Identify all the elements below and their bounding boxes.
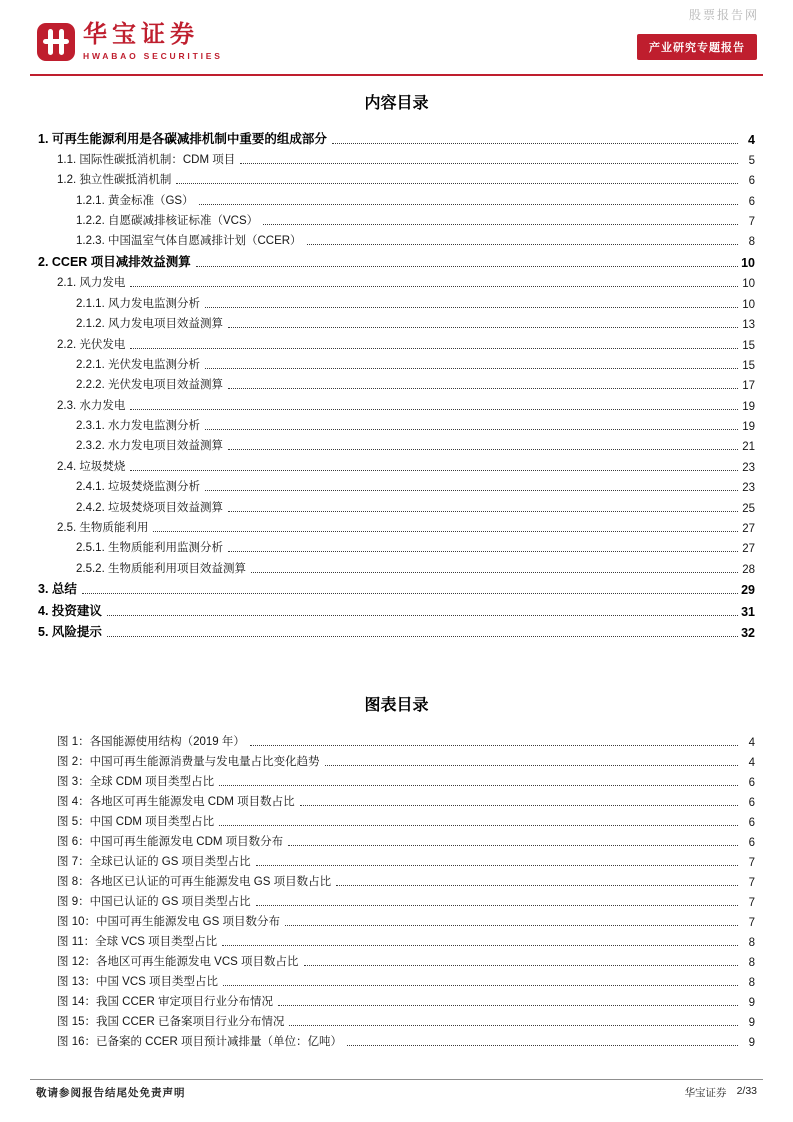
- dotted-leader: [228, 388, 738, 389]
- dotted-leader: [205, 307, 738, 308]
- dotted-leader: [325, 765, 738, 766]
- toc-entry: [38, 453, 755, 473]
- dotted-leader: [205, 368, 738, 369]
- toc-entry: [38, 331, 755, 351]
- dotted-leader: [223, 985, 738, 986]
- toc-entry-label: 2.5. 生物质能利用: [57, 522, 149, 535]
- figure-entry-page: 4: [748, 737, 755, 750]
- toc-entry-page: 28: [742, 563, 755, 576]
- figure-entry-page: 7: [748, 897, 755, 910]
- figure-entry-label: 图 13：中国 VCS 项目类型占比: [57, 976, 219, 989]
- dotted-leader: [228, 511, 738, 512]
- toc-entry-page: 7: [748, 216, 755, 229]
- dotted-leader: [263, 224, 738, 225]
- toc-title: 内容目录: [364, 95, 429, 112]
- brand-logo-group: [36, 22, 223, 62]
- dotted-leader: [130, 286, 738, 287]
- figure-entry-label: 图 9：中国已认证的 GS 项目类型占比: [57, 896, 251, 909]
- toc-entry-page: 6: [748, 175, 755, 188]
- dotted-leader: [251, 572, 738, 573]
- hwabao-logo-icon: [36, 22, 76, 62]
- dotted-leader: [288, 845, 738, 846]
- toc-entry-label: 2.2.1. 光伏发电监测分析: [76, 358, 200, 371]
- dotted-leader: [228, 551, 738, 552]
- toc-entry-label: 5. 风险提示: [38, 625, 102, 640]
- toc-entry-page: 13: [742, 319, 755, 332]
- dotted-leader: [307, 244, 738, 245]
- dotted-leader: [228, 327, 738, 328]
- toc-entry-page: 25: [742, 502, 755, 515]
- dotted-leader: [153, 531, 738, 532]
- toc-entry-label: 4. 投资建议: [38, 603, 102, 618]
- figure-entry: [38, 809, 755, 829]
- dotted-leader: [347, 1045, 738, 1046]
- toc-entry: [38, 125, 755, 147]
- dotted-leader: [130, 348, 738, 349]
- figure-entry: [38, 989, 755, 1009]
- toc-entry: [38, 372, 755, 392]
- toc-entry: [38, 413, 755, 433]
- figure-entry: [38, 729, 755, 749]
- toc-entry-page: 19: [742, 421, 755, 434]
- page-content: [38, 86, 755, 1049]
- figure-entry-label: 图 7：全球已认证的 GS 项目类型占比: [57, 856, 251, 869]
- footer-divider: [30, 1079, 763, 1080]
- toc-entry-page: 29: [741, 583, 755, 598]
- toc-entry-label: 1.2. 独立性碳抵消机制: [57, 174, 172, 187]
- toc-entry-label: 1.2.2. 自愿碳减排核证标准（VCS）: [76, 215, 259, 228]
- dotted-leader: [130, 470, 738, 471]
- dotted-leader: [219, 785, 738, 786]
- dotted-leader: [300, 805, 738, 806]
- toc-entry: [38, 555, 755, 575]
- toc-entry-label: 2.2.2. 光伏发电项目效益测算: [76, 379, 223, 392]
- figure-entry: [38, 849, 755, 869]
- figure-entry-page: 7: [748, 857, 755, 870]
- toc-entry-label: 1.1. 国际性碳抵消机制：CDM 项目: [57, 153, 236, 166]
- report-type-badge: 产业研究专题报告: [637, 34, 757, 60]
- toc-entry: [38, 270, 755, 290]
- toc-entry-label: 2.3.2. 水力发电项目效益测算: [76, 440, 223, 453]
- toc-entry-page: 6: [748, 195, 755, 208]
- figure-entry-page: 9: [748, 997, 755, 1010]
- figure-entry-label: 图 14：我国 CCER 审定项目行业分布情况: [57, 996, 273, 1009]
- dotted-leader: [336, 885, 738, 886]
- figures-list: [38, 729, 755, 1049]
- figure-entry: [38, 889, 755, 909]
- header: [36, 22, 757, 62]
- toc-entry-label: 2.5.1. 生物质能利用监测分析: [76, 542, 223, 555]
- dotted-leader: [82, 593, 738, 594]
- figure-entry-page: 7: [748, 917, 755, 930]
- toc-entry-page: 10: [742, 298, 755, 311]
- figure-entry: [38, 949, 755, 969]
- toc-list: [38, 125, 755, 640]
- toc-entry: [38, 433, 755, 453]
- disclaimer-note: 敬请参阅报告结尾处免责声明: [36, 1087, 186, 1099]
- toc-entry: [38, 352, 755, 372]
- toc-entry-page: 8: [748, 236, 755, 249]
- dotted-leader: [130, 409, 738, 410]
- figure-entry-label: 图 12：各地区可再生能源发电 VCS 项目数占比: [57, 956, 299, 969]
- figure-entry-page: 6: [748, 817, 755, 830]
- figure-entry-label: 图 2：中国可再生能源消费量与发电量占比变化趋势: [57, 756, 320, 769]
- figure-entry-page: 8: [748, 937, 755, 950]
- dotted-leader: [205, 490, 738, 491]
- figure-entry-page: 6: [748, 797, 755, 810]
- dotted-leader: [289, 1025, 738, 1026]
- toc-entry-label: 2.1. 风力发电: [57, 277, 126, 290]
- toc-entry-label: 2. CCER 项目减排效益测算: [38, 254, 191, 269]
- figure-entry-page: 8: [748, 957, 755, 970]
- toc-entry: [38, 290, 755, 310]
- toc-entry-label: 2.1.1. 风力发电监测分析: [76, 297, 200, 310]
- toc-entry-label: 1.2.3. 中国温室气体自愿减排计划（CCER）: [76, 235, 302, 248]
- dotted-leader: [240, 163, 738, 164]
- toc-entry-label: 1.2.1. 黄金标准（GS）: [76, 194, 194, 207]
- toc-entry: [38, 147, 755, 167]
- figure-entry-page: 9: [748, 1037, 755, 1050]
- brand-name: 华宝证券: [83, 21, 199, 48]
- toc-entry-page: 23: [742, 482, 755, 495]
- toc-entry: [38, 597, 755, 619]
- toc-entry-page: 5: [748, 154, 755, 167]
- figure-entry-label: 图 16：已备案的 CCER 项目预计减排量（单位：亿吨）: [57, 1036, 342, 1049]
- figure-entry-label: 图 6：中国可再生能源发电 CDM 项目数分布: [57, 836, 284, 849]
- figure-entry: [38, 749, 755, 769]
- toc-entry-label: 2.3. 水力发电: [57, 399, 126, 412]
- figure-entry: [38, 789, 755, 809]
- toc-entry: [38, 208, 755, 228]
- toc-entry-page: 10: [742, 278, 755, 291]
- watermark-text: 股票报告网: [688, 8, 759, 22]
- figure-entry-page: 6: [748, 777, 755, 790]
- toc-entry: [38, 535, 755, 555]
- dotted-leader: [256, 865, 738, 866]
- toc-entry-label: 2.5.2. 生物质能利用项目效益测算: [76, 562, 246, 575]
- figure-entry-label: 图 4：各地区可再生能源发电 CDM 项目数占比: [57, 796, 295, 809]
- figure-entry: [38, 969, 755, 989]
- page-footer: [30, 1079, 763, 1100]
- toc-entry: [38, 248, 755, 270]
- figure-entry-page: 7: [748, 877, 755, 890]
- toc-entry-label: 2.4.2. 垃圾焚烧项目效益测算: [76, 501, 223, 514]
- toc-entry: [38, 167, 755, 187]
- figure-entry-label: 图 8：各地区已认证的可再生能源发电 GS 项目数占比: [57, 876, 332, 889]
- brand-subtitle: HWABAO SECURITIES: [83, 51, 223, 62]
- figure-entry-label: 图 5：中国 CDM 项目类型占比: [57, 816, 215, 829]
- figure-entry-label: 图 3：全球 CDM 项目类型占比: [57, 776, 215, 789]
- figures-title: 图表目录: [364, 697, 429, 715]
- figure-entry: [38, 909, 755, 929]
- toc-entry-page: 17: [742, 380, 755, 393]
- toc-entry: [38, 392, 755, 412]
- toc-entry-page: 23: [742, 461, 755, 474]
- toc-entry: [38, 515, 755, 535]
- toc-entry-page: 31: [741, 604, 755, 619]
- toc-entry-label: 1. 可再生能源利用是各碳减排机制中重要的组成部分: [38, 131, 327, 146]
- figure-entry-page: 9: [748, 1017, 755, 1030]
- toc-entry-page: 27: [742, 543, 755, 556]
- dotted-leader: [222, 945, 738, 946]
- figure-entry-label: 图 1：各国能源使用结构（2019 年）: [57, 736, 245, 749]
- figure-entry-page: 6: [748, 837, 755, 850]
- dotted-leader: [205, 429, 738, 430]
- figure-entry-label: 图 11：全球 VCS 项目类型占比: [57, 936, 218, 949]
- toc-entry-page: 32: [741, 626, 755, 641]
- toc-entry: [38, 494, 755, 514]
- header-divider: [30, 74, 763, 76]
- figure-entry: [38, 1029, 755, 1049]
- toc-entry-page: 15: [742, 359, 755, 372]
- footer-page-number: 2/33: [736, 1085, 757, 1097]
- figure-entry-label: 图 10：中国可再生能源发电 GS 项目数分布: [57, 916, 280, 929]
- figure-entry-page: 4: [748, 757, 755, 770]
- figure-entry: [38, 869, 755, 889]
- toc-entry-page: 4: [748, 132, 755, 147]
- toc-entry-label: 2.4. 垃圾焚烧: [57, 460, 126, 473]
- toc-entry-label: 2.4.1. 垃圾焚烧监测分析: [76, 481, 200, 494]
- toc-entry-label: 2.1.2. 风力发电项目效益测算: [76, 318, 223, 331]
- dotted-leader: [219, 825, 738, 826]
- dotted-leader: [196, 266, 738, 267]
- footer-row: [30, 1085, 763, 1100]
- toc-entry-label: 2.3.1. 水力发电监测分析: [76, 420, 200, 433]
- dotted-leader: [332, 143, 738, 144]
- figure-entry: [38, 769, 755, 789]
- dotted-leader: [285, 925, 738, 926]
- toc-entry-page: 10: [741, 255, 755, 270]
- figure-entry-page: 8: [748, 977, 755, 990]
- brand-text: [83, 22, 223, 61]
- dotted-leader: [278, 1005, 738, 1006]
- toc-entry-label: 3. 总结: [38, 582, 77, 597]
- toc-entry: [38, 228, 755, 248]
- figure-entry: [38, 1009, 755, 1029]
- toc-entry-page: 21: [742, 441, 755, 454]
- toc-entry-label: 2.2. 光伏发电: [57, 338, 126, 351]
- toc-entry: [38, 187, 755, 207]
- figure-entry-label: 图 15：我国 CCER 已备案项目行业分布情况: [57, 1016, 285, 1029]
- dotted-leader: [256, 905, 738, 906]
- dotted-leader: [250, 745, 738, 746]
- dotted-leader: [199, 204, 738, 205]
- dotted-leader: [228, 449, 738, 450]
- toc-entry-page: 27: [742, 523, 755, 536]
- footer-brand: 华宝证券: [684, 1087, 727, 1099]
- toc-entry: [38, 474, 755, 494]
- toc-entry-page: 19: [742, 400, 755, 413]
- dotted-leader: [176, 183, 738, 184]
- dotted-leader: [107, 615, 738, 616]
- toc-entry: [38, 576, 755, 598]
- toc-entry: [38, 311, 755, 331]
- dotted-leader: [107, 636, 738, 637]
- figure-entry: [38, 929, 755, 949]
- toc-entry: [38, 619, 755, 641]
- footer-right-group: [685, 1085, 757, 1100]
- toc-entry-page: 15: [742, 339, 755, 352]
- figure-entry: [38, 829, 755, 849]
- dotted-leader: [304, 965, 738, 966]
